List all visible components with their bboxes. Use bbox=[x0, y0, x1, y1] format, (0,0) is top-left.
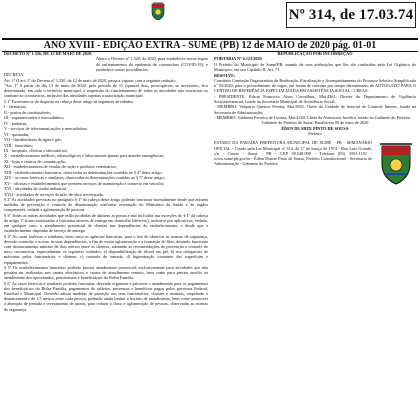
closing-line: Gabinete do Prefeito de Sumé, Paraíba em 09 de maio de 2020 bbox=[261, 120, 369, 126]
decree-item: I - farmácias; bbox=[4, 104, 27, 110]
decree-paragraph: Art. 1º O art. 1º do Decreto nº 1.320, de 12 de maio de 2020, passa a vigorar com a seguinte redação: bbox=[4, 77, 176, 83]
commission-member: - MEMBRO: Valquíria Queiroz Pereira, Mat.5935, Chefe da Unidade de Setorial de Controle Interno, lotada na Secretaria de Administração; bbox=[214, 104, 416, 115]
decree-item: IX - hospitais, clínicas e laboratórios; bbox=[4, 147, 68, 153]
decree-item: XIII - estabelecimentos bancários, observadas as determinações contidas no § 4º deste artigo; bbox=[4, 169, 163, 175]
municipal-coat-of-arms-icon bbox=[150, 1, 166, 21]
decree-item: XVII - atividades de serviços de mão-de-obra terceirizada; bbox=[4, 191, 104, 197]
decree-item: VII - distribuidoras de água e gás; bbox=[4, 137, 62, 143]
decree-item: XIV - as casas lotéricas e similares, observadas as determinações contidas no § 5º deste artigo; bbox=[4, 175, 165, 181]
decree-column bbox=[4, 51, 208, 420]
gazette-seal-block bbox=[214, 140, 416, 186]
republication-heading: REPUBLICAÇÃO POR INCORREÇÃO bbox=[277, 51, 353, 56]
portaria-column bbox=[214, 51, 416, 420]
decree-item: XI - lojas e centros de comunicação; bbox=[4, 158, 67, 164]
decree-paragraph: § 4º As casas lotéricas e similares, bem como as agências bancárias, para o fim de observar as normas de segurança, deverão controlar o acesso às suas dependências, a fim de evitar aglomeração e a formação de filas, devendo funcionar com distanciamento mínimo de dois metros entre os clientes, adotando as recomendações de prevenção e controle do novo coronavírus, especialmente os seguintes cuidados: a) disponibilização de álcool em gel, b) uso obrigatório de máscaras pelos funcionários e clientes, c) controle de entrada, d) higienização constante das superfícies e equipamentos. bbox=[4, 233, 208, 265]
decree-ementa: Altera o Decreto nº 1.320, de 2020, para estabelecer novas regras de enfrentamento da epidemia de coronavírus (COVID-19), e estabelece outras providências. bbox=[96, 56, 208, 72]
decree-item: XV - oficinas e estabelecimentos que prestem serviços de manutenção e conserto em veículos; bbox=[4, 180, 165, 186]
decree-paragraph: § 6º As casas lotéricas e similares poderão funcionar, devendo organizar e priorizar o atendimento para os pagamentos dos beneficiários do Bolsa Família, pagamentos de salários, proventos e benefícios pagos pelos governos Federal, Estadual e Municipal. Deverão adotar medidas de proteção aos seus funcionários, clientes e usuários, respeitado o distanciamento de 1,5 metros entre cada pessoa, podendo ainda limitar o horário de atendimento, bem como promover a alteração de jornada e revezamento de turnos, para reduzir o fluxo e aglomeração de pessoas, observadas as normas de segurança. bbox=[4, 280, 208, 312]
decree-item: III - supermercados e mercadinhos; bbox=[4, 115, 65, 121]
decree-paragraph: "Art. 1º A partir do dia 13 de maio de 2020, pelo período de 15 (quinze) dias, prorrogáveis, se necessário, fica determinado, em todo o território municipal, a suspensão do funcionamento de todas as atividades não essenciais ao combate ao coronavírus, inclusive das atividades sujeitas a autorização municipal. bbox=[4, 83, 208, 99]
decree-paragraph: DECRETA: bbox=[4, 72, 25, 78]
decree-item: X - estabelecimentos médicos, odontológicos e laboratoriais apenas para atender emergências; bbox=[4, 153, 165, 159]
edition-banner: ANO XVIII - EDIÇÃO EXTRA - SUMÉ (PB) 12 de MAIO de 2020 pág. 01-01 bbox=[2, 38, 418, 52]
decree-paragraph: § 5º Os estabelecimentos bancários poderão prestar atendimento presencial, exclusivamente para atividades que não possam ser realizadas nos canais eletrônicos e canais de atendimento remoto, bem como para prestar auxílio ao atendimento dos aposentados, pensionistas e beneficiários do Bolsa Família. bbox=[4, 264, 208, 281]
portaria-title: PORTARIA Nº 6.123/2020 bbox=[214, 56, 262, 62]
commission-member: - MEMBRO: Valdemir Ferreira de Lucena, Mat.4329, Chefe da Assessoria Jurídica, lotado no Gabinete do Prefeito. bbox=[214, 114, 412, 120]
decree-paragraph: § 2º As atividades previstas no parágrafo § 1º da cabeça deste artigo poderão funcionar normalmente desde que adotem medidas de prevenção e controle de disseminação conforme orientação do Ministério da Saúde e de órgãos competentes, vedada a aglomeração de pessoas. bbox=[4, 197, 208, 213]
seal-text: ESTADO DA PARAÍBA PREFEITURA MUNICIPAL DE SUMÉ - PB - SEMANÁRIO OFICIAL - Criado pela Lei Municipal nº 314, de 17 de março de 1974 - Rua Luiz Grande, s/n - Centro - Sumé - PB - CEP 58.540-000 - Telefone (83) 3353-1191 - www.sume.pb.gov.br - Édem Duarte Pinto de Sousa, Prefeito Constitucional - Secretaria de Administração - Gabinete do Prefeito bbox=[214, 140, 372, 167]
decree-item: XII - estabelecimentos de vendas de ração e produtos veterinários; bbox=[4, 164, 117, 170]
signature-role: Prefeito bbox=[308, 131, 322, 137]
decree-paragraph: § 3º Todas as outras atividades que estão proibidas de abrirem as portas e não incluídas nas exceções do § 1º da cabeça do artigo 1º ficam autorizadas a funcionar através de entrega em domicílio (delivery), inclusive por aplicativos, vedado, em qualquer caso, o atendimento presencial de clientes nas dependências do estabelecimento, e desde que o estabelecimento disponha de serviço de entrega. bbox=[4, 212, 208, 234]
decree-item: VIII - funerárias; bbox=[4, 142, 34, 148]
portaria-intro: O Prefeito do Município de Sumé/PB, usando de suas atribuições que lhe são conferidas pela Lei Orgânica do Município, em seu Capítulo II, Art. 71. bbox=[214, 61, 416, 73]
decree-item: V - serviços de telecomunicações e mercadinhos; bbox=[4, 126, 88, 132]
gazette-number-date: Nº 314, de 17.03.74 bbox=[286, 2, 416, 28]
decree-title: DECRETO Nº 1.326, DE 12 DE MAIO DE 2020. bbox=[4, 51, 93, 56]
decree-item: II - postos de combustíveis; bbox=[4, 109, 51, 115]
municipal-seal-icon bbox=[376, 140, 416, 186]
signature-name: ÉDEN DUARTE PINTO DE SOUSA bbox=[281, 125, 349, 131]
decree-item: XVI - atividades de cunho industrial; bbox=[4, 186, 68, 192]
resolve-label: RESOLVE: bbox=[214, 72, 236, 78]
decree-paragraph: § 1º Excetuam-se do disposto na cabeça deste artigo as seguintes atividades: bbox=[4, 98, 134, 104]
decree-item: VI - quitandas; bbox=[4, 131, 30, 137]
decree-item: IV - padarias; bbox=[4, 120, 28, 126]
commission-member: - PRESIDENTE: Edson Francisco Alves Carvalhais, Mat.4361, Diretor do Departamento de Vigilância Socioassistencial, lotado na Secretaria Municipal de Assistência Social; bbox=[214, 93, 416, 104]
resolve-text: Constituir Comissão Organizadora de Realização, Fiscalização e Acompanhamento do Processo Seletivo Simplificado nº 05/2020, para o procedimento de vagas, em forma de contrato por tempo determinado, de ADVOGADO PARA O CENTRO DE REFERÊNCIA ESPECIALIZADA EM ASSISTÊNCIA SOCIAL - CREAS: bbox=[214, 77, 416, 94]
